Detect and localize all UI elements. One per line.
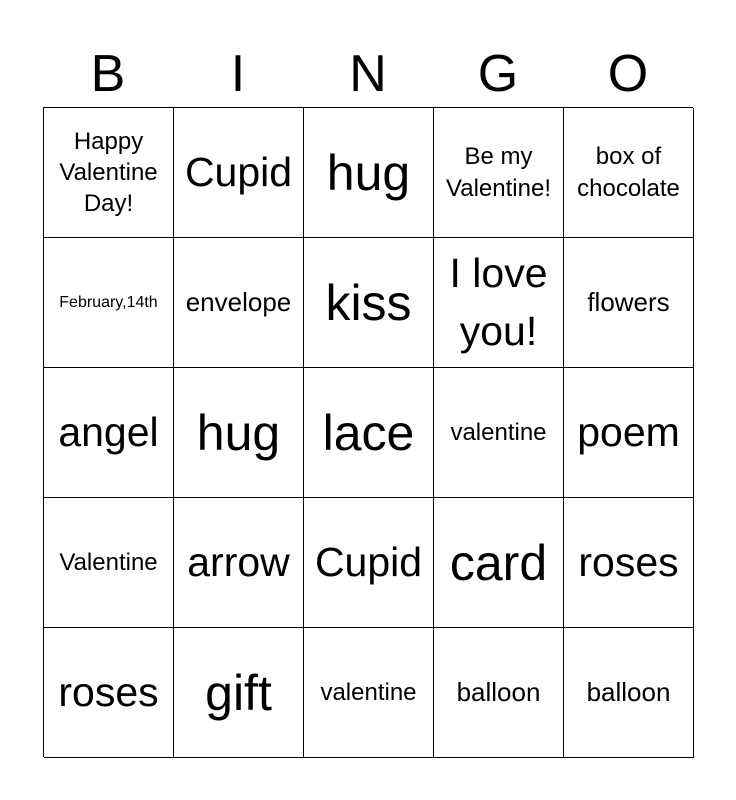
bingo-cell-text: Cupid: [314, 538, 423, 585]
bingo-cell-r4-c1[interactable]: [44, 498, 174, 628]
bingo-cell-r2-c1[interactable]: [44, 238, 174, 368]
bingo-cell-r5-c4[interactable]: [434, 628, 564, 758]
bingo-cell-r1-c5[interactable]: [564, 108, 694, 238]
bingo-cell-text: valentine: [320, 678, 417, 706]
bingo-cell-r5-c3[interactable]: [304, 628, 434, 758]
header-letter-g: G: [477, 45, 519, 103]
bingo-cell-r5-c1[interactable]: [44, 628, 174, 758]
bingo-cell-text: hug: [326, 144, 411, 201]
bingo-cell-r3-c3[interactable]: [304, 368, 434, 498]
bingo-cell-text: Cupid: [184, 148, 293, 195]
bingo-cell-text: lace: [322, 404, 415, 461]
bingo-cell-text: card: [449, 534, 548, 591]
bingo-cell-r5-c2[interactable]: [174, 628, 304, 758]
bingo-cell-r2-c5[interactable]: [564, 238, 694, 368]
bingo-cell-r2-c2[interactable]: [174, 238, 304, 368]
bingo-cell-text: box of chocolate: [577, 143, 680, 202]
bingo-cell-text: gift: [205, 664, 272, 721]
header-letter-b: B: [90, 45, 126, 103]
bingo-cell-text: Valentine: [59, 548, 158, 576]
bingo-cell-text: Be my Valentine!: [446, 143, 551, 202]
header-letter-n: N: [349, 45, 387, 103]
bingo-cell-text: arrow: [187, 538, 290, 585]
bingo-cell-r3-c2[interactable]: [174, 368, 304, 498]
header-letter-i: I: [230, 45, 246, 103]
bingo-cell-text: February,14th: [59, 293, 158, 311]
bingo-cell-r3-c5[interactable]: [564, 368, 694, 498]
bingo-cell-r3-c4[interactable]: [434, 368, 564, 498]
bingo-cell-r3-c1[interactable]: [44, 368, 174, 498]
bingo-cell-text: roses: [58, 668, 159, 715]
bingo-cell-r1-c2[interactable]: [174, 108, 304, 238]
bingo-cell-text: envelope: [185, 286, 292, 317]
bingo-cell-text: Happy Valentine Day!: [59, 127, 158, 218]
bingo-cell-text: angel: [58, 408, 159, 455]
bingo-cell-text: kiss: [325, 274, 412, 331]
bingo-cell-r1-c3[interactable]: [304, 108, 434, 238]
bingo-cell-text: balloon: [586, 676, 671, 707]
bingo-cell-r4-c5[interactable]: [564, 498, 694, 628]
bingo-cell-r4-c2[interactable]: [174, 498, 304, 628]
bingo-cell-text: valentine: [450, 418, 547, 446]
bingo-cell-text: balloon: [456, 676, 541, 707]
bingo-cell-r5-c5[interactable]: [564, 628, 694, 758]
bingo-header: [43, 40, 693, 108]
header-letter-o: O: [607, 45, 649, 103]
bingo-cell-r4-c3[interactable]: [304, 498, 434, 628]
bingo-cell-text: hug: [196, 404, 281, 461]
bingo-cell-r2-c3[interactable]: [304, 238, 434, 368]
bingo-cell-text: poem: [577, 408, 680, 455]
bingo-cell-r2-c4[interactable]: [434, 238, 564, 368]
bingo-cell-r1-c4[interactable]: [434, 108, 564, 238]
bingo-cell-r4-c4[interactable]: [434, 498, 564, 628]
bingo-cell-r1-c1[interactable]: [44, 108, 174, 238]
bingo-cell-text: I love you!: [449, 250, 548, 354]
bingo-cell-text: roses: [578, 538, 679, 585]
bingo-cell-text: flowers: [587, 286, 670, 317]
bingo-board: [43, 107, 693, 757]
